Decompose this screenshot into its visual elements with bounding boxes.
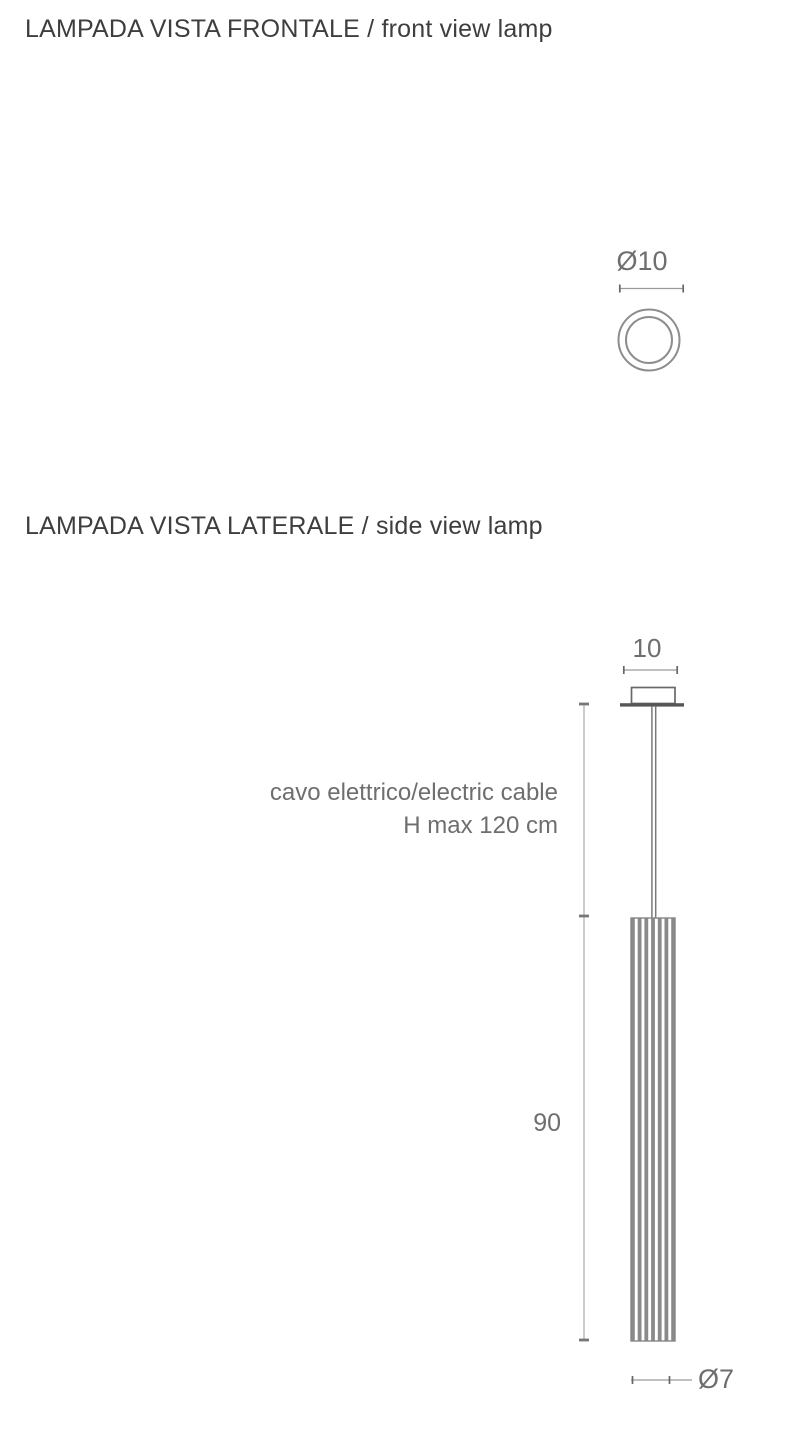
cable-label-line1: cavo elettrico/electric cable: [269, 779, 558, 806]
cable-label-line2: H max 120 cm: [403, 812, 558, 839]
canopy-side-rect: [632, 688, 676, 704]
front-view-title: LAMPADA VISTA FRONTALE / front view lamp: [25, 15, 553, 43]
canopy-width-dimension-line: [623, 666, 678, 674]
front-diameter-dimension-line: [619, 285, 684, 293]
front-view-drawing: [619, 285, 685, 371]
canopy-width-label: 10: [632, 633, 662, 663]
body-diameter-label: Ø7: [698, 1364, 735, 1394]
cable-label: [270, 776, 558, 842]
side-view-title: LAMPADA VISTA LATERALE / side view lamp: [25, 512, 543, 540]
lamp-body: [631, 918, 675, 1341]
canopy-outer-circle: [619, 310, 680, 371]
body-height-label: 90: [533, 1109, 561, 1137]
power-cable: [652, 707, 656, 918]
canopy-inner-circle: [626, 317, 672, 363]
bottom-diameter-dimension-line: [631, 1376, 692, 1384]
lamp-body-ribs: [631, 918, 675, 1341]
front-canopy-diameter-label: Ø10: [616, 246, 668, 276]
ceiling-plate: [620, 703, 684, 706]
height-dimension-line: [579, 703, 589, 1342]
side-view-drawing: [579, 666, 692, 1384]
